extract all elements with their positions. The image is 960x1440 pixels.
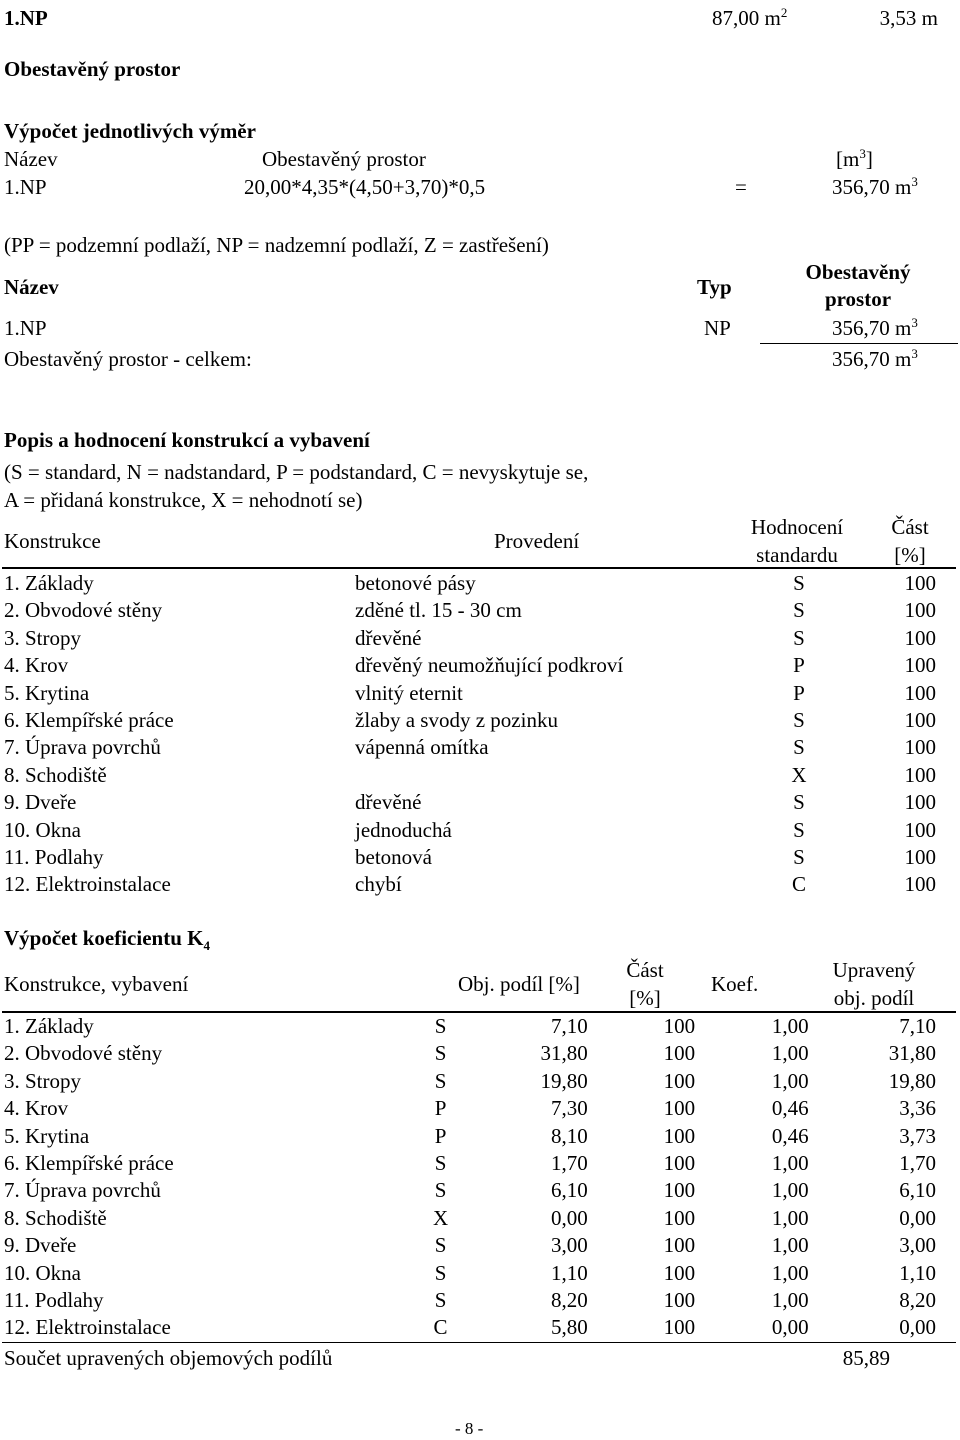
floor-label: 1.NP (4, 6, 48, 30)
koef-cell: 1,00 (771, 1205, 809, 1230)
podil-cell: 3,00 (551, 1233, 588, 1258)
standard-cell: S (434, 1233, 447, 1258)
cast-cell: 100 (904, 571, 936, 595)
table-row (4, 680, 936, 707)
provedeni-cell: zděné tl. 15 - 30 cm (355, 598, 522, 623)
cast-cell: 100 (904, 653, 936, 678)
konstrukce-cell: 3. Stropy (4, 1068, 82, 1093)
table-row (4, 625, 936, 652)
koef-cell: 0,00 (771, 1315, 809, 1340)
k4-table (4, 1013, 936, 1342)
table-row (4, 844, 936, 871)
konstrukce-cell: 8. Schodiště (4, 762, 107, 787)
page-number: - 8 - (455, 1419, 484, 1438)
konstrukce-cell: 7. Úprava povrchů (4, 735, 161, 760)
upraveny-cell: 1,10 (899, 1260, 936, 1285)
konstrukce-cell: 5. Krytina (4, 1123, 90, 1148)
calc-row-name: 1.NP (4, 175, 47, 199)
koef-cell: 1,00 (771, 1260, 809, 1285)
summary-row-name: 1.NP (4, 316, 47, 340)
standard-cell: S (434, 1151, 447, 1176)
konstrukce-cell: 11. Podlahy (4, 1288, 104, 1313)
konstrukce-cell: 3. Stropy (4, 625, 82, 650)
table-row (4, 762, 936, 789)
table-row (4, 1205, 936, 1232)
summary-total-line (760, 343, 958, 344)
podil-cell: 6,10 (551, 1178, 588, 1203)
standard-cell: S (434, 1068, 447, 1093)
upraveny-cell: 8,20 (899, 1288, 936, 1313)
konstrukce-cell: 12. Elektroinstalace (4, 872, 171, 897)
summary-header-type: Typ (697, 275, 732, 299)
hodnoceni-cell: S (793, 625, 805, 650)
popis-header-rule (2, 567, 956, 569)
upraveny-cell: 6,10 (899, 1178, 936, 1203)
cast-cell: 100 (904, 680, 936, 705)
popis-legend-2: A = přidaná konstrukce, X = nehodnotí se) (4, 488, 363, 512)
cast-cell: 100 (904, 598, 936, 623)
floor-area: 87,00 $m^2$ (712, 5, 788, 30)
konstrukce-cell: 8. Schodiště (4, 1205, 107, 1230)
podil-cell: 1,70 (551, 1151, 588, 1176)
k4-header-koef: Koef. (711, 972, 759, 996)
provedeni-cell: vlnitý eternit (355, 680, 463, 705)
standard-cell: S (434, 1014, 447, 1038)
upraveny-cell: 3,36 (899, 1096, 936, 1121)
podil-cell: 7,30 (551, 1096, 588, 1121)
calc-row-formula: 20,00*4,35*(4,50+3,70)*0,5 (244, 175, 486, 199)
table-row (4, 789, 936, 816)
koef-cell: 1,00 (771, 1288, 809, 1313)
hodnoceni-cell: S (793, 571, 805, 595)
table-row (4, 1232, 936, 1259)
provedeni-cell: dřevěné (355, 625, 422, 650)
k4-total-value: 85,89 (842, 1346, 890, 1370)
koef-cell: 1,00 (771, 1151, 809, 1176)
hodnoceni-cell: P (793, 653, 805, 678)
k4-total-rule (2, 1342, 956, 1343)
cast-cell: 100 (663, 1260, 696, 1285)
cast-cell: 100 (663, 1041, 696, 1066)
calc-title: Výpočet jednotlivých výměr (4, 119, 256, 143)
popis-legend-1: (S = standard, N = nadstandard, P = podstandard, C = nevyskytuje se, (4, 460, 589, 484)
hodnoceni-cell: S (793, 790, 805, 815)
podil-cell: 31,80 (540, 1041, 588, 1066)
calc-row-value: 356,70 $m^3$ (832, 174, 918, 199)
konstrukce-cell: 2. Obvodové stěny (4, 1041, 163, 1066)
konstrukce-cell: 6. Klempířské práce (4, 1151, 174, 1176)
koef-cell: 1,00 (771, 1178, 809, 1203)
summary-total-label: Obestavěný prostor - celkem: (4, 347, 252, 371)
provedeni-cell: dřevěné (355, 790, 422, 815)
k4-header-konstrukce: Konstrukce, vybavení (4, 972, 189, 996)
podil-cell: 8,10 (551, 1123, 588, 1148)
cast-cell: 100 (663, 1014, 696, 1038)
konstrukce-cell: 10. Okna (4, 1260, 81, 1285)
table-row (4, 1013, 936, 1040)
cast-cell: 100 (663, 1096, 696, 1121)
cast-cell: 100 (663, 1288, 696, 1313)
cast-cell: 100 (904, 625, 936, 650)
popis-title: Popis a hodnocení konstrukcí a vybavení (4, 428, 370, 452)
koef-cell: 1,00 (771, 1014, 809, 1038)
table-row (4, 1287, 936, 1314)
cast-cell: 100 (663, 1315, 696, 1340)
cast-cell: 100 (904, 790, 936, 815)
popis-header-provedeni: Provedení (494, 529, 580, 553)
cast-cell: 100 (663, 1178, 696, 1203)
provedeni-cell: jednoduchá (355, 817, 452, 842)
koef-cell: 1,00 (771, 1068, 809, 1093)
table-row (4, 1123, 936, 1150)
k4-total-label: Součet upravených objemových podílů (4, 1346, 333, 1370)
calc-header-formula: Obestavěný prostor (262, 147, 426, 171)
upraveny-cell: 3,00 (899, 1233, 936, 1258)
upraveny-cell: 1,70 (899, 1151, 936, 1176)
cast-cell: 100 (904, 708, 936, 733)
konstrukce-cell: 12. Elektroinstalace (4, 1315, 171, 1340)
hodnoceni-cell: S (793, 817, 805, 842)
floor-height: 3,53 m (879, 6, 938, 30)
podil-cell: 0,00 (551, 1205, 588, 1230)
hodnoceni-cell: S (793, 845, 805, 870)
standard-cell: P (434, 1123, 447, 1148)
provedeni-cell: dřevěný neumožňující podkroví (355, 653, 624, 678)
hodnoceni-cell: S (793, 708, 805, 733)
summary-row-type: NP (704, 316, 731, 340)
podil-cell: 5,80 (551, 1315, 588, 1340)
cast-cell: 100 (904, 762, 936, 787)
k4-header-upraveny: Upravený obj. podíl (832, 958, 916, 1010)
table-row (4, 652, 936, 679)
konstrukce-cell: 9. Dveře (4, 790, 77, 815)
table-row (4, 570, 936, 597)
table-row (4, 1068, 936, 1095)
konstrukce-cell: 7. Úprava povrchů (4, 1178, 161, 1203)
koef-cell: 1,00 (771, 1041, 809, 1066)
hodnoceni-cell: X (791, 762, 807, 787)
konstrukce-cell: 1. Základy (4, 571, 94, 595)
cast-cell: 100 (663, 1151, 696, 1176)
provedeni-cell (355, 762, 739, 789)
table-row (4, 707, 936, 734)
popis-header-cast: Část [%] (891, 515, 929, 567)
hodnoceni-cell: C (791, 872, 806, 897)
provedeni-cell: chybí (355, 872, 402, 897)
table-row (4, 1150, 936, 1177)
hodnoceni-cell: S (793, 598, 805, 623)
popis-header-konstrukce: Konstrukce (4, 529, 101, 553)
upraveny-cell: 19,80 (888, 1068, 936, 1093)
cast-cell: 100 (904, 735, 936, 760)
konstrukce-cell: 11. Podlahy (4, 845, 104, 870)
popis-table (4, 570, 936, 899)
k4-title: Výpočet koeficientu $K_4$ (4, 926, 210, 954)
konstrukce-cell: 9. Dveře (4, 1233, 77, 1258)
podil-cell: 19,80 (540, 1068, 588, 1093)
konstrukce-cell: 6. Klempířské práce (4, 708, 174, 733)
table-row (4, 1040, 936, 1067)
konstrukce-cell: 5. Krytina (4, 680, 90, 705)
calc-row-eq: = (735, 175, 747, 199)
cast-cell: 100 (904, 872, 936, 897)
upraveny-cell: 3,73 (899, 1123, 936, 1148)
koef-cell: 0,46 (771, 1123, 809, 1148)
cast-cell: 100 (663, 1205, 696, 1230)
popis-header-hodnoceni: Hodnocení standardu (750, 515, 844, 567)
hodnoceni-cell: P (793, 680, 805, 705)
table-row (4, 817, 936, 844)
standard-cell: S (434, 1260, 447, 1285)
standard-cell: C (433, 1315, 448, 1340)
section-title: Obestavěný prostor (4, 57, 181, 81)
cast-cell: 100 (904, 817, 936, 842)
summary-header-space: Obestavěný prostor (805, 260, 911, 311)
konstrukce-cell: 1. Základy (4, 1014, 94, 1038)
table-row (4, 1260, 936, 1287)
provedeni-cell: žlaby a svody z pozinku (355, 708, 558, 733)
upraveny-cell: 0,00 (899, 1205, 936, 1230)
podil-cell: 8,20 (551, 1288, 588, 1313)
cast-cell: 100 (663, 1123, 696, 1148)
koef-cell: 1,00 (771, 1233, 809, 1258)
standard-cell: S (434, 1178, 447, 1203)
hodnoceni-cell: S (793, 735, 805, 760)
standard-cell: P (434, 1096, 447, 1121)
podil-cell: 1,10 (551, 1260, 588, 1285)
summary-header-name: Název (4, 275, 59, 299)
summary-total-value: 356,70 $m^3$ (832, 346, 918, 371)
standard-cell: S (434, 1041, 447, 1066)
koef-cell: 0,46 (771, 1096, 809, 1121)
provedeni-cell: betonová (355, 845, 432, 870)
calc-header-unit: $[m^3]$ (836, 146, 873, 171)
upraveny-cell: 31,80 (888, 1041, 936, 1066)
k4-header-cast: Část [%] (626, 958, 664, 1010)
summary-row-value: 356,70 $m^3$ (832, 315, 918, 340)
provedeni-cell: betonové pásy (355, 571, 476, 595)
table-row (4, 1314, 936, 1341)
table-row (4, 734, 936, 761)
k4-header-podil: Obj. podíl [%] (458, 972, 580, 996)
upraveny-cell: 0,00 (899, 1315, 936, 1340)
table-row (4, 1095, 936, 1122)
cast-cell: 100 (663, 1068, 696, 1093)
standard-cell: S (434, 1288, 447, 1313)
table-row (4, 871, 936, 898)
konstrukce-cell: 4. Krov (4, 653, 69, 678)
konstrukce-cell: 2. Obvodové stěny (4, 598, 163, 623)
calc-header-name: Název (4, 147, 58, 171)
cast-cell: 100 (663, 1233, 696, 1258)
konstrukce-cell: 10. Okna (4, 817, 81, 842)
table-row (4, 1177, 936, 1204)
cast-cell: 100 (904, 845, 936, 870)
standard-cell: X (432, 1205, 449, 1230)
podil-cell: 7,10 (551, 1014, 588, 1038)
table-row (4, 597, 936, 624)
upraveny-cell: 7,10 (899, 1014, 936, 1038)
legend-floors: (PP = podzemní podlaží, NP = nadzemní podlaží, Z = zastřešení) (4, 233, 549, 257)
provedeni-cell: vápenná omítka (355, 735, 489, 760)
konstrukce-cell: 4. Krov (4, 1096, 69, 1121)
